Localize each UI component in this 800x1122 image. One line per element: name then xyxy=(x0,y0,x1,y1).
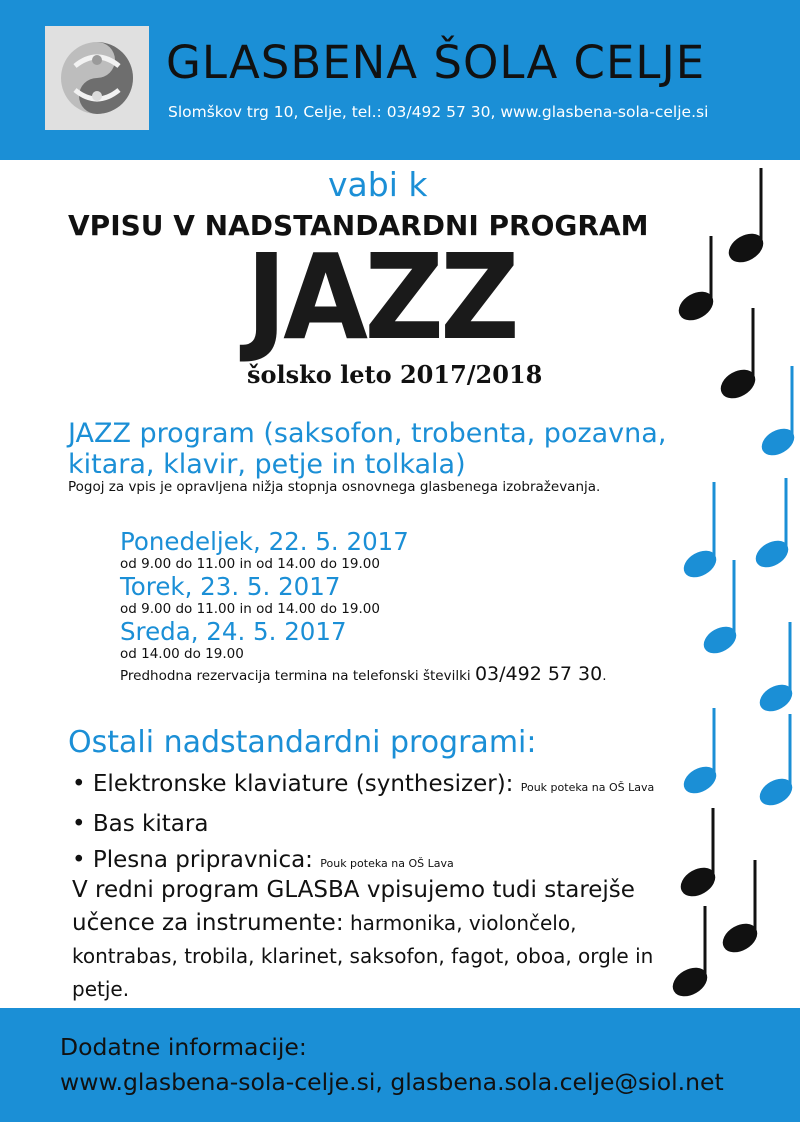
schedule-hours: od 9.00 do 11.00 in od 14.00 do 19.00 xyxy=(120,556,380,572)
reservation-text: Predhodna rezervacija termina na telefonski številki xyxy=(120,668,471,684)
footer-label: Dodatne informacije: xyxy=(60,1033,307,1061)
jazz-program-line-2: kitara, klavir, petje in tolkala) xyxy=(68,449,466,480)
music-note-icon xyxy=(718,860,761,957)
music-note-icon xyxy=(716,308,759,403)
jazz-headline: JAZZ xyxy=(246,228,517,366)
bullet-icon: • xyxy=(72,811,86,837)
schedule-day: Ponedeljek, 22. 5. 2017 xyxy=(120,527,409,556)
reservation-note xyxy=(120,663,680,687)
program-label: Plesna pripravnica: xyxy=(92,847,313,873)
jazz-program-description xyxy=(68,418,668,480)
list-item xyxy=(72,766,732,806)
music-note-icon xyxy=(680,482,720,582)
schedule-day: Sreda, 24. 5. 2017 xyxy=(120,617,347,646)
music-notes-decoration xyxy=(660,160,800,1008)
music-note-icon xyxy=(674,236,717,325)
school-address: Slomškov trg 10, Celje, tel.: 03/492 57 30, www.glasbena-sola-celje.si xyxy=(168,103,709,121)
music-note-icon xyxy=(700,560,740,658)
regular-program-line-2: učence za instrumente: harmonika, violončelo, xyxy=(72,910,577,936)
music-note-icon xyxy=(680,708,720,798)
bullet-icon: • xyxy=(72,847,86,873)
music-note-icon xyxy=(756,714,796,810)
regular-program-line-4: petje. xyxy=(72,977,130,1001)
regular-program xyxy=(72,874,712,1006)
invite-text: vabi k xyxy=(328,165,428,204)
other-programs-list xyxy=(72,766,732,882)
music-note-icon xyxy=(724,168,767,267)
music-note-icon xyxy=(668,906,711,1001)
footer-contacts[interactable]: www.glasbena-sola-celje.si, glasbena.sola.celje@siol.net xyxy=(60,1068,724,1096)
school-name: GLASBENA ŠOLA CELJE xyxy=(166,36,706,89)
reservation-phone: 03/492 57 30 xyxy=(474,663,603,685)
reservation-end: . xyxy=(602,668,607,684)
regular-program-line-1: V redni program GLASBA vpisujemo tudi starejše xyxy=(72,877,635,903)
program-label: Bas kitara xyxy=(92,811,209,837)
school-year: šolsko leto 2017/2018 xyxy=(247,360,543,389)
music-note-icon xyxy=(756,622,796,716)
enrollment-condition: Pogoj za vpis je opravljena nižja stopnja osnovnega glasbenega izobraževanja. xyxy=(68,479,601,495)
footer-band xyxy=(0,1008,800,1122)
program-label: Elektronske klaviature (synthesizer): xyxy=(92,771,514,797)
other-programs-title: Ostali nadstandardni programi: xyxy=(68,725,537,760)
schedule-hours: od 14.00 do 19.00 xyxy=(120,646,244,662)
enrollment-schedule xyxy=(120,528,680,687)
schedule-day: Torek, 23. 5. 2017 xyxy=(120,572,341,601)
bullet-icon: • xyxy=(72,771,86,797)
music-note-icon xyxy=(752,478,792,572)
program-title: VPISU V NADSTANDARDNI PROGRAM xyxy=(68,209,649,242)
program-note: Pouk poteka na OŠ Lava xyxy=(520,781,655,794)
music-note-icon xyxy=(758,366,798,460)
school-logo-icon xyxy=(45,26,149,130)
program-note: Pouk poteka na OŠ Lava xyxy=(320,857,454,870)
schedule-hours: od 9.00 do 11.00 in od 14.00 do 19.00 xyxy=(120,601,380,617)
jazz-program-line-1: JAZZ program (saksofon, trobenta, pozavna, xyxy=(68,418,667,449)
regular-program-line-3: kontrabas, trobila, klarinet, saksofon, fagot, oboa, orgle in xyxy=(72,944,654,968)
music-note-icon xyxy=(676,808,719,901)
list-item xyxy=(72,806,732,842)
